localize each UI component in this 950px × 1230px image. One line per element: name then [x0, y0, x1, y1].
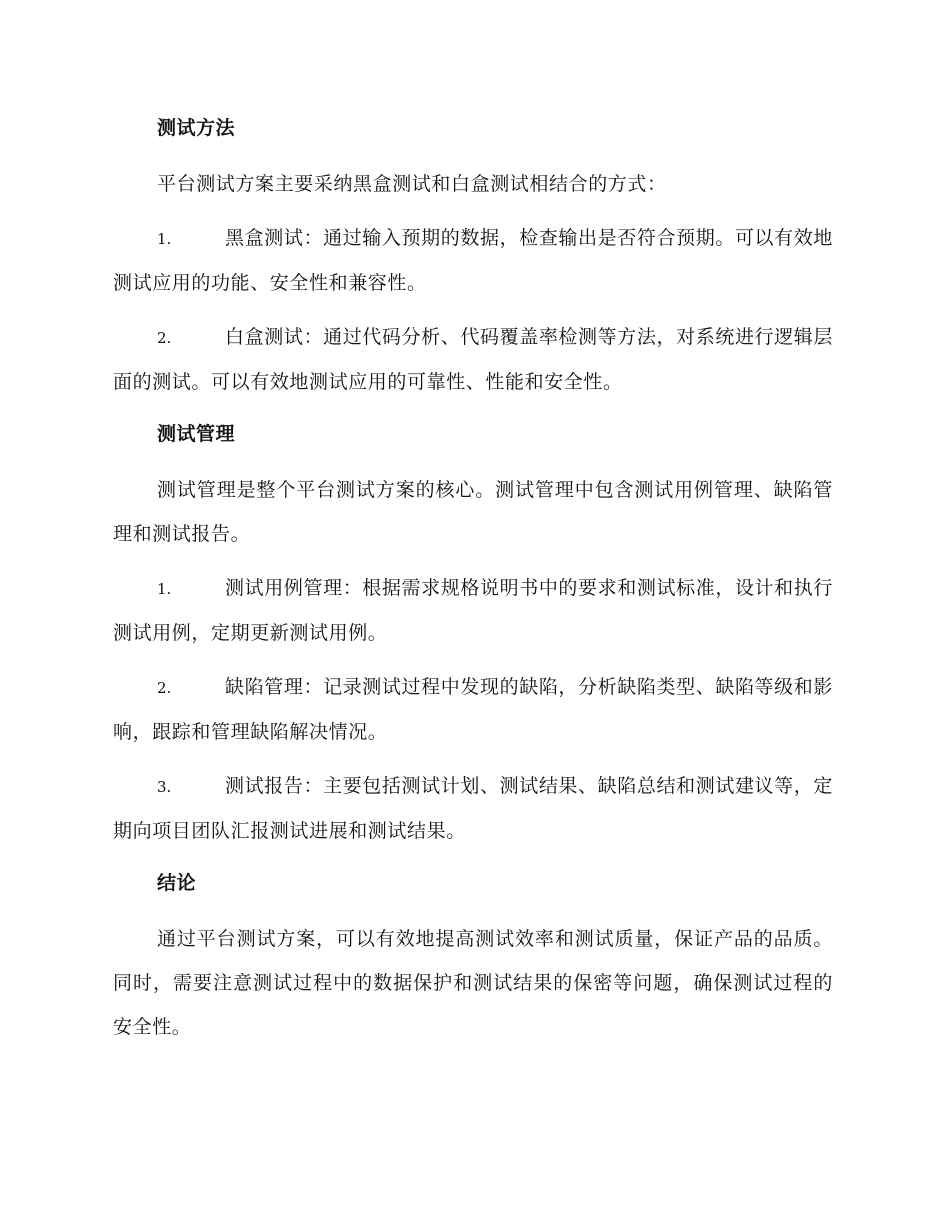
list-item-text: 白盒测试：通过代码分析、代码覆盖率检测等方法，对系统进行逻辑层面的测试。可以有效地测试应用的可靠性、性能和安全性。	[113, 326, 833, 393]
list-item-number: 1.	[157, 230, 172, 248]
list-item-text: 测试报告：主要包括测试计划、测试结果、缺陷总结和测试建议等，定期向项目团队汇报测试进展和测试结果。	[113, 775, 833, 842]
document-page	[113, 108, 833, 1059]
section-intro-test-management: 测试管理是整个平台测试方案的核心。测试管理中包含测试用例管理、缺陷管理和测试报告。	[113, 479, 833, 545]
list-item-number: 1.	[157, 580, 172, 598]
section-heading-conclusion: 结论	[157, 872, 197, 894]
list-item-number: 2.	[157, 329, 172, 347]
list-item-number: 3.	[157, 778, 172, 796]
list-item	[113, 665, 833, 754]
section-intro-test-methods: 平台测试方案主要采纳黑盒测试和白盒测试相结合的方式：	[157, 173, 667, 195]
section-heading-test-methods: 测试方法	[157, 117, 236, 139]
list-item	[113, 315, 833, 404]
list-item	[113, 764, 833, 853]
list-item	[113, 566, 833, 655]
list-item	[113, 216, 833, 305]
list-item-text: 测试用例管理：根据需求规格说明书中的要求和测试标准，设计和执行测试用例，定期更新测试用例。	[113, 577, 833, 644]
section-heading-test-management: 测试管理	[157, 423, 236, 445]
list-item-number: 2.	[157, 679, 172, 697]
list-item-text: 缺陷管理：记录测试过程中发现的缺陷，分析缺陷类型、缺陷等级和影响，跟踪和管理缺陷解决情况。	[113, 676, 833, 743]
section-intro-conclusion: 通过平台测试方案，可以有效地提高测试效率和测试质量，保证产品的品质。同时，需要注意测试过程中的数据保护和测试结果的保密等问题，确保测试过程的安全性。	[113, 928, 833, 1038]
list-item-text: 黑盒测试：通过输入预期的数据，检查输出是否符合预期。可以有效地测试应用的功能、安全性和兼容性。	[113, 227, 833, 294]
